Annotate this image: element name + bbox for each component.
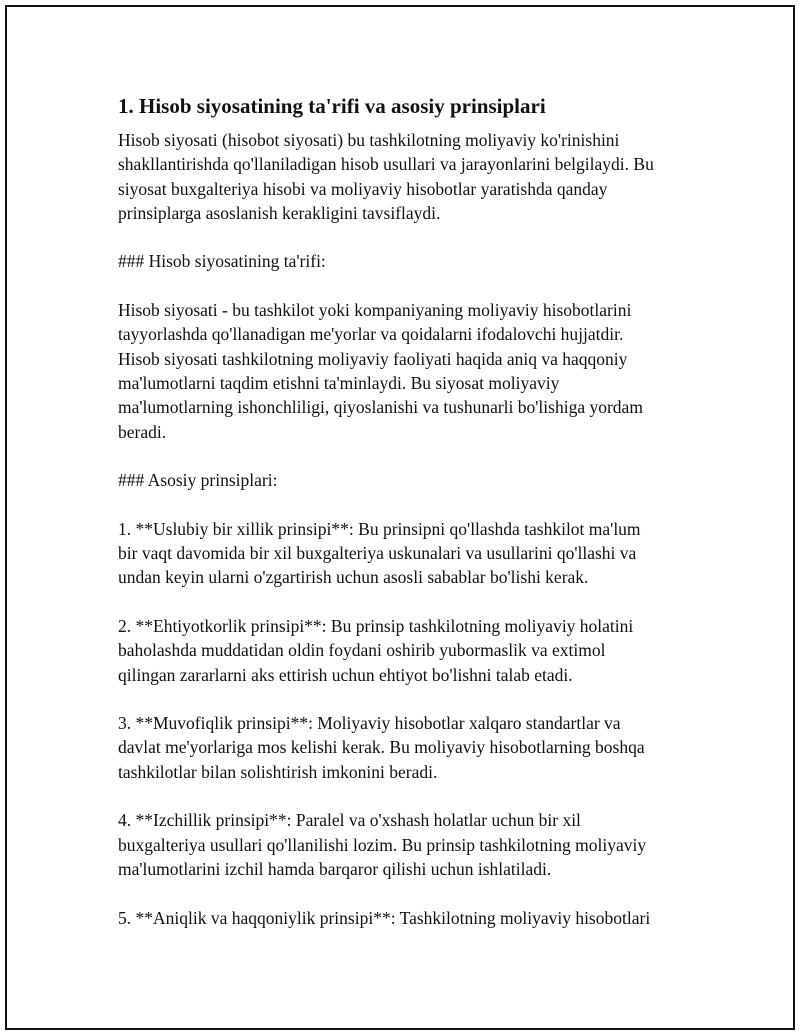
text-line: 5. **Aniqlik va haqqoniylik prinsipi**: Tashkilotning moliyaviy hisobotlari [118,907,651,928]
text-line: tayyorlashda qo'llanadigan me'yorlar va qoidalarni ifodalovchi hujjatdir. [118,324,624,345]
text-line: bir vaqt davomida bir xil buxgalteriya uskunalari va usullarini qo'llashi va [118,543,637,564]
principle-item-4 [118,808,698,881]
text-line: Hisob siyosati (hisobot siyosati) bu tashkilotning moliyaviy ko'rinishini [118,130,620,150]
principle-item-1 [118,517,698,590]
principle-item-5 [118,906,698,930]
definition-paragraph [118,298,698,444]
text-line: Hisob siyosati tashkilotning moliyaviy faoliyati haqida aniq va haqqoniy [118,348,628,369]
principle-item-3 [118,711,698,784]
subheading-definition [118,249,698,273]
text-line: ma'lumotlarini izchil hamda barqaror qilishi uchun ishlatiladi. [118,858,552,879]
text-line: Hisob siyosati - bu tashkilot yoki kompaniyaning moliyaviy hisobotlarini [118,300,632,321]
text-line: ma'lumotlarning ishonchliligi, qiyoslanishi va tushunarli bo'lishiga yordam [118,397,643,418]
text-line: buxgalteriya usullari qo'llanilishi lozim. Bu prinsip tashkilotning moliyaviy [118,834,647,855]
subheading-principles [118,468,698,492]
section-heading: 1. Hisob siyosatining ta'rifi va asosiy prinsiplari [118,94,546,118]
text-line: shakllantirishda qo'llaniladigan hisob usullari va jarayonlarini belgilaydi. Bu [118,154,654,175]
text-line: ma'lumotlarni taqdim etishni ta'minlaydi. Bu siyosat moliyaviy [118,372,560,393]
text-line: undan keyin ularni o'zgartirish uchun asosli sabablar bo'lishi kerak. [118,567,589,588]
text-line: qilingan zararlarni aks ettirish uchun ehtiyot bo'lishni talab etadi. [118,664,573,685]
text-line: 3. **Muvofiqlik prinsipi**: Moliyaviy hisobotlar xalqaro standartlar va [118,713,621,734]
intro-paragraph [118,128,698,225]
text-line: ### Asosiy prinsiplari: [118,470,278,491]
text-line: prinsiplarga asoslanish kerakligini tavsiflaydi. [118,202,441,223]
text-line: baholashda muddatidan oldin foydani oshirib yubormaslik va extimol [118,640,606,661]
text-line: tashkilotlar bilan solishtirish imkonini beradi. [118,761,438,782]
text-line: ### Hisob siyosatining ta'rifi: [118,251,326,272]
text-line: 4. **Izchillik prinsipi**: Paralel va o'xshash holatlar uchun bir xil [118,810,581,831]
text-line: davlat me'yorlariga mos kelishi kerak. Bu moliyaviy hisobotlarning boshqa [118,737,645,758]
text-line: siyosat buxgalteriya hisobi va moliyaviy hisobotlar yaratishda qanday [118,178,608,199]
text-line: 1. **Uslubiy bir xillik prinsipi**: Bu prinsipni qo'llashda tashkilot ma'lum [118,518,641,539]
principle-item-2 [118,614,698,687]
text-line: 2. **Ehtiyotkorlik prinsipi**: Bu prinsip tashkilotning moliyaviy holatini [118,615,634,636]
document-body [118,92,698,954]
text-line: beradi. [118,421,167,442]
